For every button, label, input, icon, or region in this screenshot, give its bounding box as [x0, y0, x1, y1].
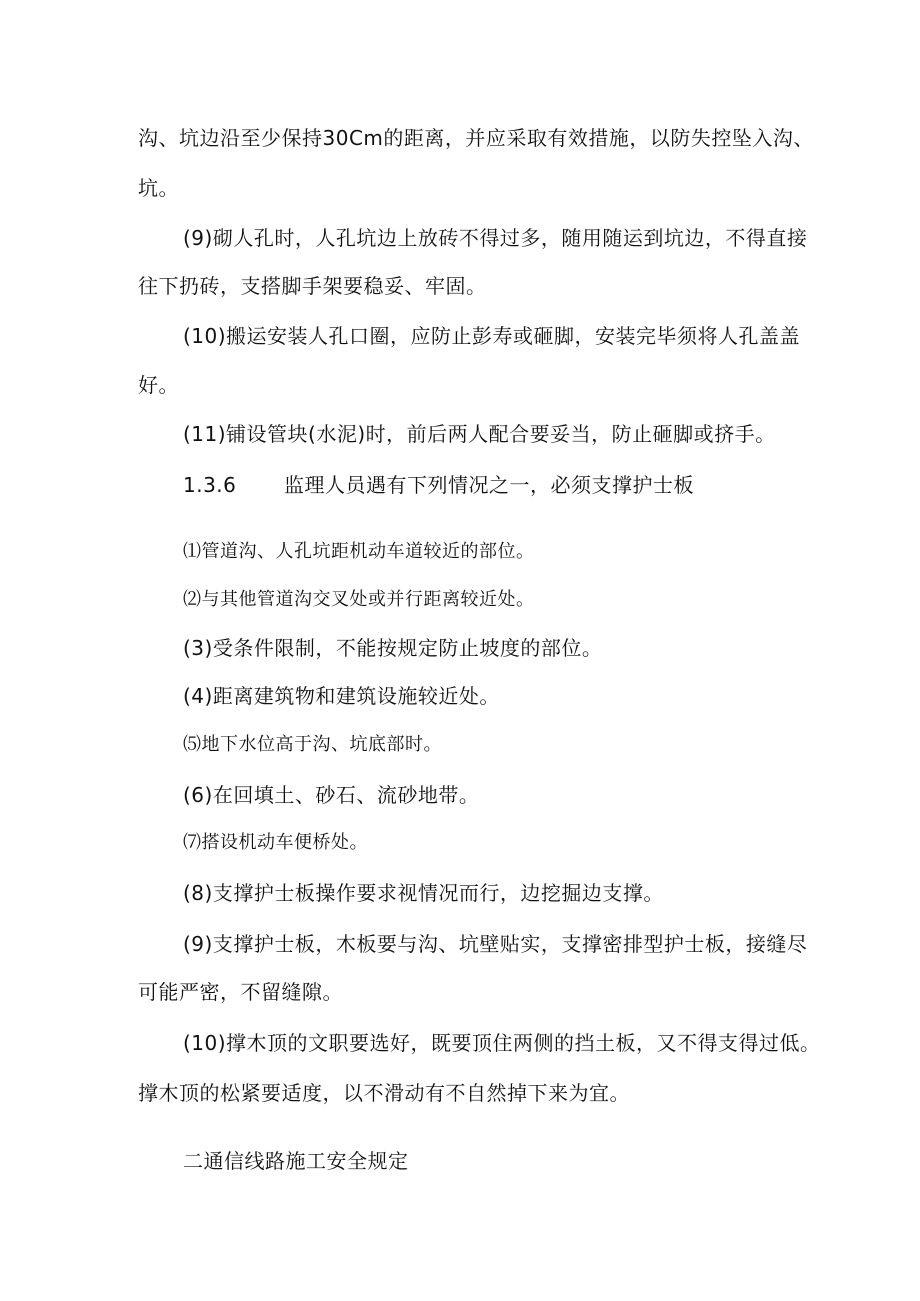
list-item: (4)距离建筑物和建筑设施较近处。	[183, 684, 500, 708]
list-item: ⑸地下水位高于沟、坑底部时。	[183, 734, 442, 755]
paragraph-line: 往下扔砖，支搭脚手架要稳妥、牢固。	[138, 274, 487, 298]
paragraph-line: (9)支撑护士板，木板要与沟、坑壁贴实，支撑密排型护士板，接缝尽	[183, 932, 808, 956]
section-title: 监理人员遇有下列情况之一，必须支撑护士板	[284, 473, 694, 497]
list-item: ⑵与其他管道沟交叉处或并行距离较近处。	[183, 589, 535, 610]
list-item: ⑺搭设机动车便桥处。	[183, 832, 368, 853]
paragraph-line: (9)砌人孔时，人孔坑边上放砖不得过多，随用随运到坑边，不得直接	[183, 226, 808, 250]
paragraph-line: (10)撑木顶的文职要选好，既要顶住两侧的挡土板，又不得支得过低。	[183, 1031, 821, 1055]
list-item: (8)支撑护士板操作要求视情况而行，边挖掘边支撑。	[183, 881, 664, 905]
paragraph-line: (10)搬运安装人孔口圈，应防止彭寿或砸脚，安装完毕须将人孔盖盖	[183, 324, 801, 348]
paragraph-line: (11)铺设管块(水泥)时，前后两人配合要妥当，防止砸脚或挤手。	[183, 422, 776, 446]
list-item: ⑴管道沟、人孔坑距机动车道较近的部位。	[183, 541, 535, 562]
paragraph-line: 沟、坑边沿至少保持30Cm的距离，并应采取有效措施，以防失控坠入沟、	[138, 126, 814, 150]
paragraph-line: 坑。	[138, 176, 179, 200]
section-heading: 二通信线路施工安全规定	[183, 1149, 409, 1173]
list-item: (3)受条件限制，不能按规定防止坡度的部位。	[183, 636, 603, 660]
paragraph-line: 可能严密，不留缝隙。	[138, 980, 343, 1004]
paragraph-line: 好。	[138, 373, 179, 397]
paragraph-line: 撑木顶的松紧要适度，以不滑动有不自然掉下来为宜。	[138, 1081, 630, 1105]
list-item: (6)在回填土、砂石、流砂地带。	[183, 783, 480, 807]
section-number: 1.3.6	[183, 473, 237, 497]
